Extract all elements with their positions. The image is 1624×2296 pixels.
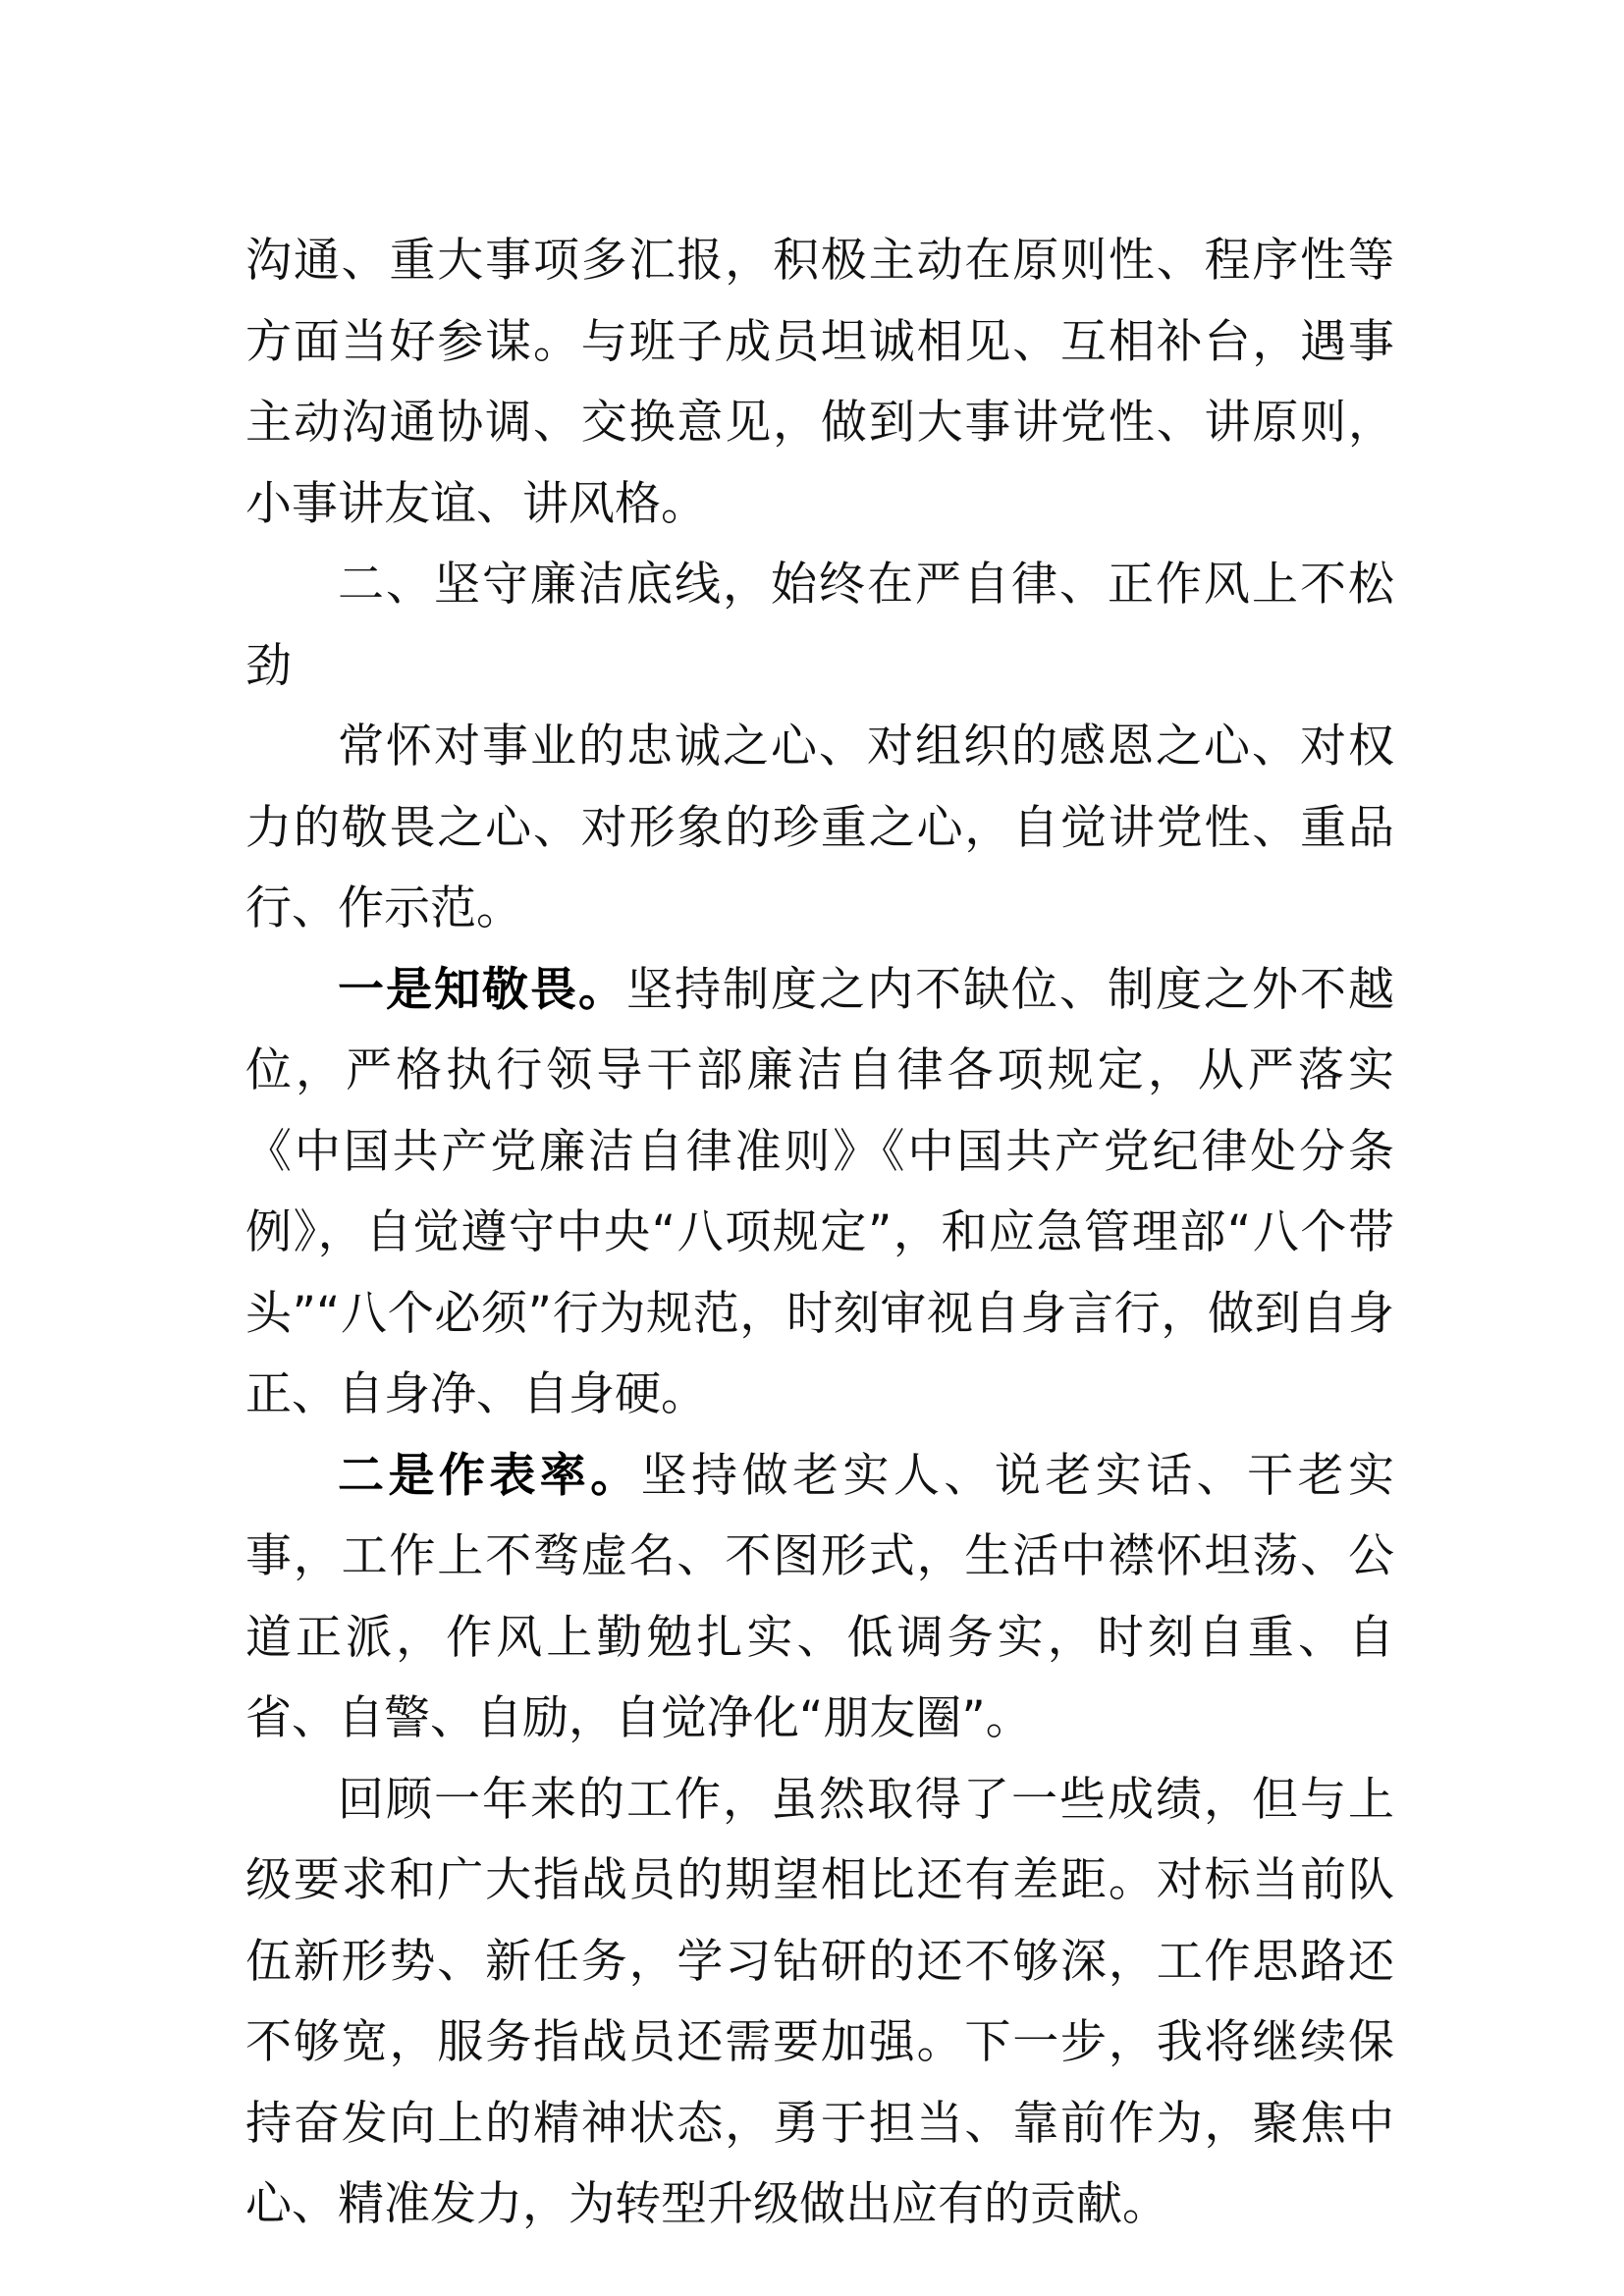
point-lead: 一是知敬畏。	[338, 962, 626, 1017]
section-heading	[245, 545, 1394, 707]
paragraph-point-2	[245, 1436, 1394, 1760]
paragraph-continuation	[245, 221, 1394, 545]
point-lead: 二是作表率。	[338, 1448, 641, 1503]
paragraph-point-1	[245, 950, 1394, 1436]
paragraph-intro	[245, 707, 1394, 950]
section-heading-text: 二、坚守廉洁底线，始终在严自律、正作风上不松劲	[245, 558, 1394, 693]
paragraph-text: 坚持做老实人、说老实话、干老实事，工作上不骛虚名、不图形式，生活中襟怀坦荡、公道正派，作风上勤勉扎实、低调务实，时刻自重、自省、自警、自励，自觉净化“朋友圈”。	[245, 1448, 1395, 1745]
paragraph-text: 坚持制度之内不缺位、制度之外不越位，严格执行领导干部廉洁自律各项规定，从严落实《中国共产党廉洁自律准则》《中国共产党纪律处分条例》，自觉遵守中央“八项规定”，和应急管理部“八个带头”“八个必须”行为规范，时刻审视自身言行，做到自身正、自身净、自身硬。	[245, 962, 1394, 1421]
paragraph-text: 回顾一年来的工作，虽然取得了一些成绩，但与上级要求和广大指战员的期望相比还有差距。对标当前队伍新形势、新任务，学习钻研的还不够深，工作思路还不够宽，服务指战员还需要加强。下一步，我将继续保持奋发向上的精神状态，勇于担当、靠前作为，聚焦中心、精准发力，为转型升级做出应有的贡献。	[245, 1772, 1394, 2231]
paragraph-text: 常怀对事业的忠诚之心、对组织的感恩之心、对权力的敬畏之心、对形象的珍重之心，自觉讲党性、重品行、作示范。	[245, 720, 1394, 935]
paragraph-conclusion	[245, 1760, 1394, 2246]
document-body	[245, 221, 1394, 2246]
paragraph-text: 沟通、重大事项多汇报，积极主动在原则性、程序性等方面当好参谋。与班子成员坦诚相见、互相补台，遇事主动沟通协调、交换意见，做到大事讲党性、讲原则，小事讲友谊、讲风格。	[245, 234, 1394, 531]
